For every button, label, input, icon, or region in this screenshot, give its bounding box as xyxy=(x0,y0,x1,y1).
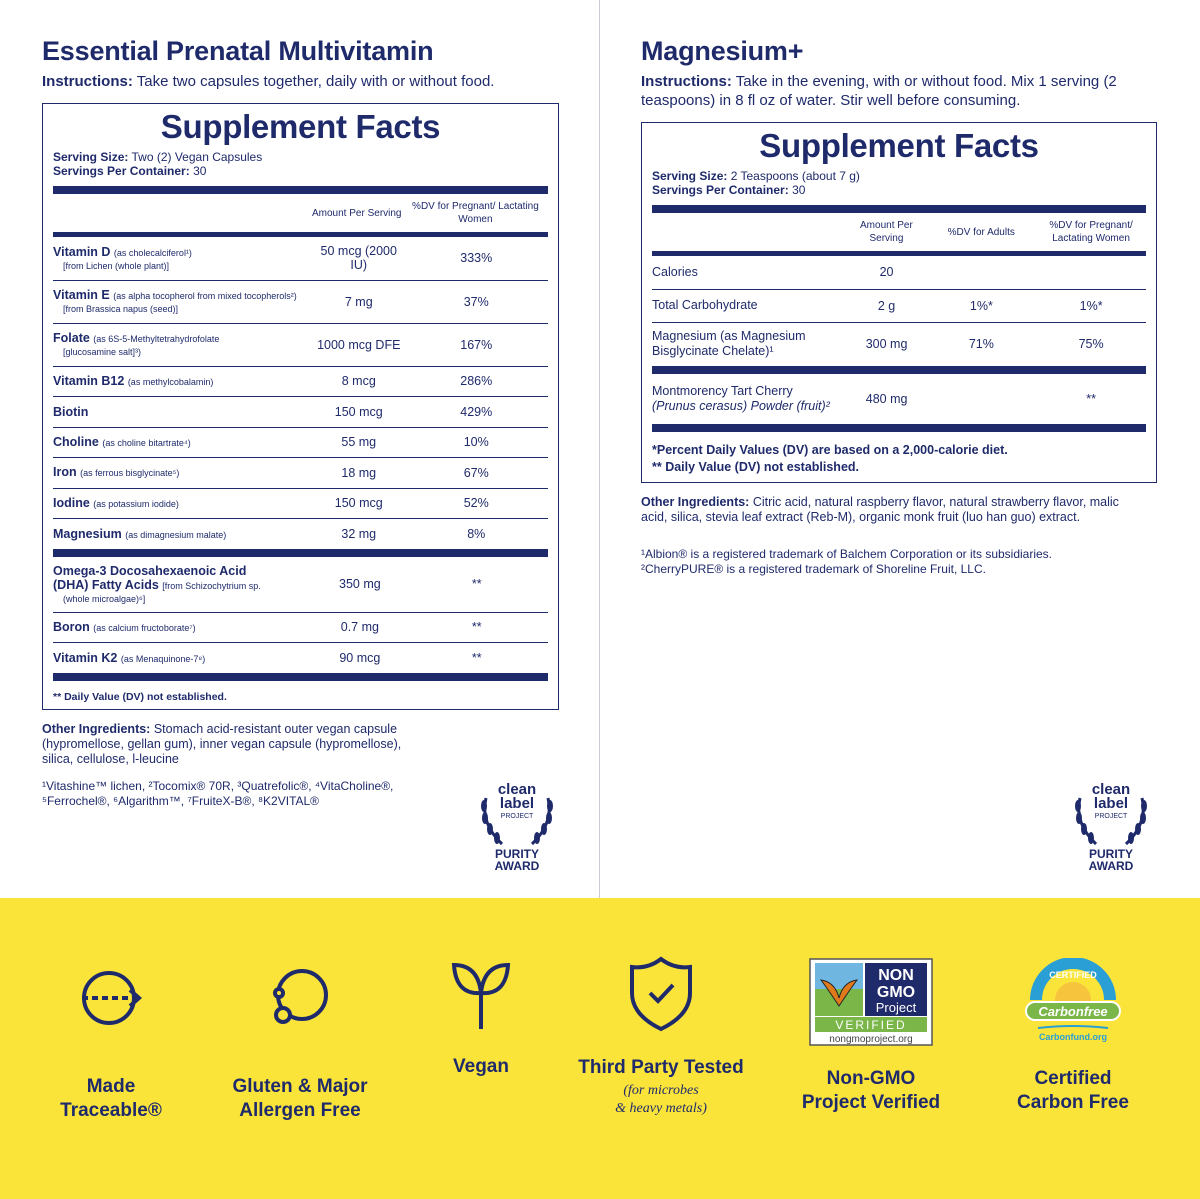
instructions-label: Instructions: xyxy=(641,73,732,90)
other-ingredients xyxy=(42,722,422,767)
table-row xyxy=(652,256,1146,289)
instructions-text: Take two capsules together, daily with or without food. xyxy=(136,73,495,90)
nutrient-label-2: Bisglycinate Chelate)¹ xyxy=(652,344,774,359)
dv-cell: 67% xyxy=(405,458,548,489)
facts-title: Supplement Facts xyxy=(759,127,1039,164)
serving-size: Two (2) Vegan Capsules xyxy=(131,150,263,164)
dv-cell: ** xyxy=(405,643,548,674)
sprout-icon xyxy=(446,953,516,1023)
prenatal-column xyxy=(42,0,562,809)
dv-adults-cell xyxy=(926,256,1036,289)
feature-label-line-1: Non-GMO xyxy=(826,1068,916,1089)
amount-cell: 2 g xyxy=(847,289,927,322)
feature-non-gmo xyxy=(776,963,966,1115)
nutrient-name xyxy=(53,405,313,419)
dv-cell: ** xyxy=(1086,392,1096,406)
amount-cell: 1000 mcg DFE xyxy=(313,323,405,366)
dv-adults-cell xyxy=(927,374,1037,424)
thick-rule xyxy=(53,673,548,681)
column-divider xyxy=(599,0,600,898)
nutrient-detail: (as calcium fructoborate⁷) xyxy=(93,622,196,633)
thick-rule xyxy=(53,549,548,557)
table-row xyxy=(652,374,1146,424)
nutrient-label: Montmorency Tart Cherry xyxy=(652,384,793,398)
nutrient-name xyxy=(53,288,313,303)
nutrient-rows xyxy=(53,237,548,549)
nutrient-detail-2: [glucosamine salt]³) xyxy=(63,347,142,357)
allergen-free-icon xyxy=(265,963,335,1033)
feature-vegan xyxy=(386,963,576,1079)
feature-label-line-1: Gluten & Major xyxy=(232,1076,368,1097)
amount-cell: 150 mcg xyxy=(313,397,405,428)
amount-cell: 50 mcg (2000 IU) xyxy=(320,244,397,273)
dv-cell: 333% xyxy=(460,251,493,266)
servings-label: Servings Per Container: xyxy=(53,164,190,178)
table-row xyxy=(53,280,548,323)
trademarks-line-1: ¹Vitashine™ lichen, ²Tocomix® 70R, ³Quatrefolic®, ⁴VitaCholine®, xyxy=(42,779,394,793)
thick-rule xyxy=(53,186,548,194)
nutrient-detail-2: [from Lichen (whole plant)] xyxy=(63,260,170,271)
serving-info xyxy=(652,169,1146,197)
carbon-line-2: Carbonfree xyxy=(1038,1004,1108,1019)
product-title: Magnesium+ xyxy=(641,36,804,66)
amount-cell: 150 mcg xyxy=(313,488,405,519)
nutrient-label: Folate xyxy=(53,331,90,345)
amount-cell: 20 xyxy=(879,265,894,280)
laurel-wreath-icon xyxy=(1066,778,1156,878)
dv-cell: 75% xyxy=(1036,322,1146,366)
nutrient-name-cell xyxy=(53,612,314,643)
nutrient-name-cell xyxy=(53,237,313,280)
clean-label-badge-right xyxy=(1066,778,1156,878)
amount-cell: 300 mg xyxy=(847,322,927,366)
nutrient-label: Choline xyxy=(53,434,99,449)
nutrient-name-cell xyxy=(652,256,847,289)
badge-line-4: PURITY xyxy=(494,847,540,861)
feature-label-line-2: Allergen Free xyxy=(239,1100,361,1121)
table-row xyxy=(53,366,548,397)
dv-cell: 286% xyxy=(405,366,548,397)
nutrient-label: Biotin xyxy=(53,404,89,419)
nutrient-label: Omega-3 Docosahexaenoic Acid xyxy=(53,563,247,578)
trademarks-line-2: ⁵Ferrochel®, ⁶Algarithm™, ⁷FruiteX-B®, ⁸K2VITAL® xyxy=(42,794,320,808)
amount-cell: 350 mg xyxy=(339,577,381,592)
col-amount: Amount Per Serving xyxy=(860,220,913,244)
table-row xyxy=(53,397,548,428)
dv-cell: 8% xyxy=(405,519,548,550)
nutrient-label: Boron xyxy=(53,619,90,634)
supplement-facts-panel xyxy=(641,122,1157,483)
dv-cell xyxy=(1036,256,1146,289)
dv-footnote: ** Daily Value (DV) not established. xyxy=(53,691,227,703)
nutrient-label: Vitamin D xyxy=(53,244,111,259)
nutrient-label: Total Carbohydrate xyxy=(652,298,758,312)
dv-cell: 1%* xyxy=(1036,289,1146,322)
facts-title: Supplement Facts xyxy=(160,108,441,145)
feature-note-line-2: & heavy metals) xyxy=(615,1101,707,1116)
nutrient-name xyxy=(53,651,314,666)
trademarks xyxy=(641,547,1161,577)
table-row xyxy=(53,519,548,550)
feature-label xyxy=(566,1056,756,1080)
nutrient-detail-2: (whole microalgae)⁶] xyxy=(63,593,146,604)
dv-adults-cell: 1%* xyxy=(926,289,1036,322)
table-row xyxy=(53,458,548,489)
nutrient-name xyxy=(53,620,314,635)
other-text: Stomach acid-resistant outer vegan capsule (hypromellose, gellan gum), inner vegan capsule (hypromellose), silica, cellulose, l-leucine xyxy=(42,722,402,766)
dv-cell: ** xyxy=(405,612,548,643)
serving-size-label: Serving Size: xyxy=(53,150,129,164)
feature-carbon-free xyxy=(978,963,1168,1115)
other-text: Citric acid, natural raspberry flavor, natural strawberry flavor, malic acid, silica, stevia leaf extract (Reb-M), organic monk fruit (luo han guo) extract. xyxy=(641,495,1119,524)
instructions xyxy=(42,72,562,91)
feature-label-line-2: Carbon Free xyxy=(1017,1092,1129,1113)
nutrient-name-cell xyxy=(53,643,314,674)
nutrient-rows-2 xyxy=(652,374,1146,424)
amount-cell: 32 mg xyxy=(313,519,405,550)
facts-table xyxy=(53,194,548,232)
nutrient-label: Vitamin B12 xyxy=(53,373,125,388)
table-row xyxy=(53,488,548,519)
table-header xyxy=(652,213,1146,251)
nutrient-name-cell xyxy=(53,397,313,428)
col-dv-adults: %DV for Adults xyxy=(947,226,1015,238)
feature-traceable xyxy=(16,963,206,1123)
nongmo-line-1: NON xyxy=(878,967,914,984)
table-row xyxy=(652,289,1146,322)
nutrient-detail-2: [from Brassica napus (seed)] xyxy=(63,304,179,314)
nutrient-name-cell xyxy=(53,519,313,550)
dv-cell: 37% xyxy=(405,280,548,323)
feature-label xyxy=(205,1075,395,1123)
nutrient-name xyxy=(53,465,313,480)
badge-line-3: PROJECT xyxy=(1094,813,1128,820)
carbon-line-1: CERTIFIED xyxy=(1049,970,1097,980)
clean-label-badge-left xyxy=(472,778,562,878)
table-row xyxy=(53,612,548,643)
table-header xyxy=(53,194,548,232)
feature-note xyxy=(566,1082,756,1118)
table-row xyxy=(53,323,548,366)
table-row xyxy=(53,643,548,674)
nutrient-detail: (as methylcobalamin) xyxy=(127,376,214,387)
nutrient-label: Calories xyxy=(652,264,698,279)
other-label: Other Ingredients: xyxy=(641,495,750,509)
nutrient-name xyxy=(53,527,313,542)
feature-allergen-free xyxy=(205,963,395,1123)
dv-cell: 52% xyxy=(405,488,548,519)
servings: 30 xyxy=(792,183,806,197)
nutrient-label: Vitamin K2 xyxy=(53,650,118,665)
badge-line-5: AWARD xyxy=(494,859,540,873)
nutrient-name-cell xyxy=(53,323,313,366)
table-row xyxy=(53,237,548,280)
feature-label-line-1: Vegan xyxy=(453,1056,509,1077)
nutrient-rows xyxy=(652,256,1146,366)
feature-label xyxy=(776,1067,966,1115)
serving-size-label: Serving Size: xyxy=(652,169,728,183)
nutrient-detail: (as Menaquinone-7⁸) xyxy=(120,653,206,664)
nongmo-line-4: VERIFIED xyxy=(835,1018,907,1032)
nutrient-label: Iron xyxy=(53,465,77,480)
feature-label-line-1: Made xyxy=(86,1076,136,1097)
servings-label: Servings Per Container: xyxy=(652,183,789,197)
nutrient-detail: (as choline bitartrate⁴) xyxy=(102,437,191,448)
nutrient-name xyxy=(53,331,313,346)
product-title: Essential Prenatal Multivitamin xyxy=(42,36,434,66)
nutrient-detail: (as alpha tocopherol from mixed tocopherols²) xyxy=(113,291,297,301)
table-row xyxy=(652,322,1146,366)
nutrient-rows-2 xyxy=(53,557,548,673)
badge-line-5: AWARD xyxy=(1088,859,1134,873)
instructions xyxy=(641,72,1161,110)
nutrient-name-cell xyxy=(53,557,314,612)
nutrient-name-cell xyxy=(53,427,313,458)
col-amount: Amount Per Serving xyxy=(312,207,402,219)
nutrient-label-2: (DHA) Fatty Acids xyxy=(53,577,159,592)
feature-label-line-2: Traceable® xyxy=(60,1100,162,1121)
trademarks-line-1: ¹Albion® is a registered trademark of Balchem Corporation or its subsidiaries. xyxy=(641,547,1053,561)
nutrient-label: Iodine xyxy=(53,495,90,510)
dv-footnote-1: *Percent Daily Values (DV) are based on a 2,000-calorie diet. xyxy=(652,443,1008,457)
other-ingredients xyxy=(641,495,1141,525)
trademarks-line-2: ²CherryPURE® is a registered trademark of Shoreline Fruit, LLC. xyxy=(641,562,986,576)
col-dv: %DV for Pregnant/ Lactating Women xyxy=(412,201,539,225)
table-row xyxy=(53,427,548,458)
nutrient-label: Vitamin E xyxy=(53,288,110,302)
feature-label-line-2: Project Verified xyxy=(801,1092,941,1113)
nutrient-detail: [from Schizochytrium sp. xyxy=(162,580,261,591)
serving-size: 2 Teaspoons (about 7 g) xyxy=(730,169,860,183)
thick-rule xyxy=(652,205,1146,213)
nutrient-detail: (as potassium iodide) xyxy=(93,498,179,509)
features-band xyxy=(0,898,1200,1199)
amount-cell: 90 mcg xyxy=(314,643,405,674)
instructions-label: Instructions: xyxy=(42,73,133,90)
dv-footnotes xyxy=(652,432,1146,476)
nutrient-name xyxy=(53,496,313,511)
nongmo-line-5: nongmoproject.org xyxy=(829,1034,913,1045)
laurel-wreath-icon xyxy=(472,778,562,878)
other-label: Other Ingredients: xyxy=(42,722,151,736)
nutrient-name xyxy=(53,374,313,389)
dv-footnote-2: ** Daily Value (DV) not established. xyxy=(652,460,860,474)
feature-label xyxy=(978,1067,1168,1115)
traceable-icon xyxy=(76,963,146,1033)
badge-line-1: clean xyxy=(1091,781,1131,798)
thick-rule xyxy=(652,424,1146,432)
feature-label xyxy=(386,1055,576,1079)
amount-cell: 480 mg xyxy=(865,392,908,406)
badge-line-4: PURITY xyxy=(1088,847,1134,861)
serving-info xyxy=(53,150,548,178)
col-dv: %DV for Pregnant/ Lactating Women xyxy=(1049,220,1133,244)
nongmo-line-2: GMO xyxy=(876,984,916,1001)
carbon-line-3: Carbonfund.org xyxy=(1039,1032,1107,1042)
amount-cell: 55 mg xyxy=(313,427,405,458)
non-gmo-logo xyxy=(809,958,933,1046)
thick-rule xyxy=(652,366,1146,374)
nutrient-name xyxy=(53,245,313,260)
dv-adults-cell: 71% xyxy=(926,322,1036,366)
amount-cell: 18 mg xyxy=(313,458,405,489)
facts-table xyxy=(652,213,1146,251)
magnesium-column xyxy=(641,0,1161,577)
feature-note-line-1: (for microbes xyxy=(623,1083,699,1098)
nutrient-label: Magnesium xyxy=(53,526,122,541)
servings: 30 xyxy=(193,164,207,178)
badge-line-2: label xyxy=(499,795,535,812)
nutrient-name-cell xyxy=(53,280,313,323)
nutrient-detail: (as ferrous bisglycinate⁵) xyxy=(80,468,180,479)
table-row xyxy=(53,557,548,612)
dv-cell: 167% xyxy=(405,323,548,366)
amount-cell: 8 mcg xyxy=(313,366,405,397)
instructions-text: Take in the evening, with or without food. Mix 1 serving (2 teaspoons) in 8 fl oz of water. Stir well before consuming. xyxy=(641,73,1117,109)
nongmo-line-3: Project xyxy=(875,1000,917,1015)
nutrient-name-cell xyxy=(53,366,313,397)
nutrient-name-cell xyxy=(652,322,847,366)
badge-line-3: PROJECT xyxy=(500,813,534,820)
feature-label-line-1: Third Party Tested xyxy=(578,1057,744,1078)
nutrient-name xyxy=(53,564,314,593)
supplement-facts-panel xyxy=(42,103,559,710)
nutrient-name xyxy=(53,435,313,450)
dv-cell: 429% xyxy=(405,397,548,428)
badge-line-1: clean xyxy=(497,781,537,798)
nutrient-label-2: (Prunus cerasus) Powder (fruit)² xyxy=(652,399,830,413)
amount-cell: 7 mg xyxy=(313,280,405,323)
amount-cell: 0.7 mg xyxy=(314,612,405,643)
dv-cell: 10% xyxy=(405,427,548,458)
nutrient-name-cell xyxy=(53,488,313,519)
feature-label xyxy=(16,1075,206,1123)
nutrient-detail: (as cholecalciferol¹) xyxy=(113,247,192,258)
carbonfree-logo xyxy=(1018,958,1128,1046)
nutrient-name-cell xyxy=(652,374,847,424)
feature-label-line-1: Certified xyxy=(1034,1068,1112,1089)
nutrient-detail: (as dimagnesium malate) xyxy=(125,529,227,540)
nutrient-name-cell xyxy=(53,458,313,489)
badge-line-2: label xyxy=(1093,795,1129,812)
dv-cell: ** xyxy=(471,577,482,592)
feature-third-party-tested xyxy=(566,963,756,1118)
nutrient-name-cell xyxy=(652,289,847,322)
shield-check-icon xyxy=(626,953,696,1023)
nutrient-label: Magnesium (as Magnesium xyxy=(652,329,806,344)
nutrient-detail: (as 6S-5-Methyltetrahydrofolate xyxy=(93,334,220,344)
